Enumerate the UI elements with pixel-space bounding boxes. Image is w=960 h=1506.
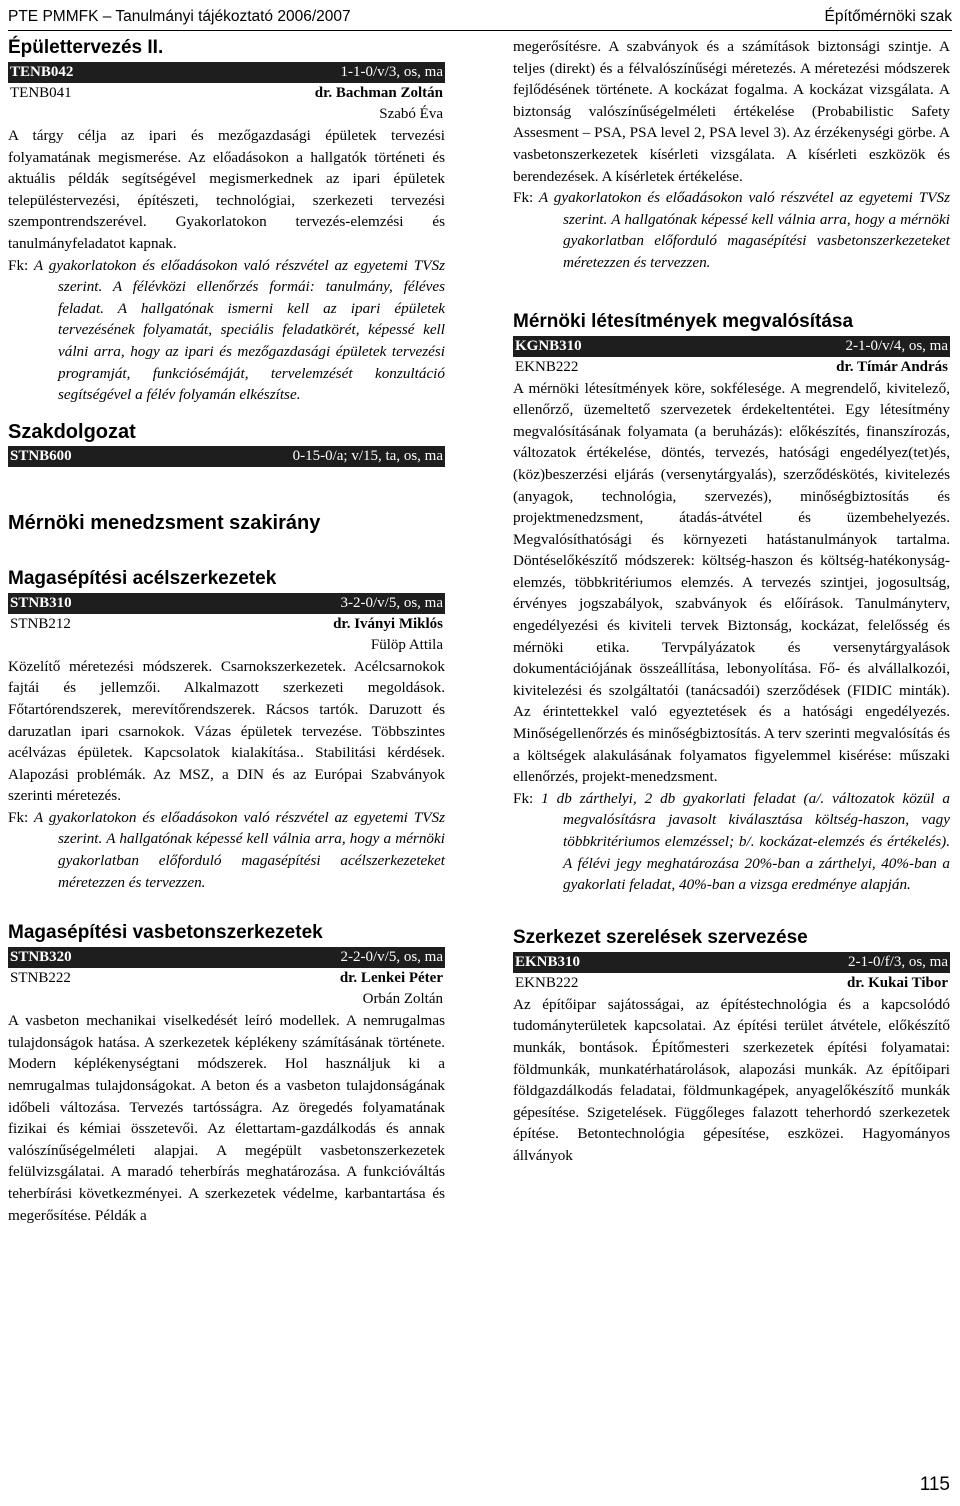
course-prereq: STNB222 [10,970,71,987]
course-szerelesek [513,926,950,1167]
course-title: Szakdolgozat [8,420,136,443]
course-prereq: STNB212 [10,615,71,632]
course-credits: 2-1-0/v/4, os, ma [845,337,948,354]
course-title: Szerkezet szerelések szervezése [513,926,808,948]
course-description: A mérnöki létesítmények köre, sokfélesége. A megrendelő, kivitelező, ellenőrző, üzemeltető szervezetek érdekeltentétei. Egy létesítmény megvalósításának folyamata (a beruházás): előkészítés, finanszírozás, változatok értékelése, döntés, tervezés, hatósági engedélyez(tet)és, (köz)beszerzési eljárás (versenytárgyalás), szerződéskötés, kivitelezés (anyagok, technológia, szervezés), minőségbiztosítás és projektmenedzsment, átadás-átvétel és üzembehelyezés. Megvalósíthatósági és környezeti hatástanulmányok tartalma. Döntéselőkészítő módszerek: költség-haszon és költség-hatékonyság-elemzés, többkritériumos elemzés. A tervezés szintjei, jogosultság, érvényes jogszabályok, szabványok és előírások. Tanulmányterv, engedélyezési és kiviteli tervek Biztonság, kockázat, felelősség és mérnöki etika. Tervpályázatok és versenytárgyalások dokumentációjának összeállítása, lebonyolítása. Fő- és alvállalkozói, kivitelezési és szolgáltatói (tanácsadói) szerződések (FIDIC minták). Az érintettekkel való egyeztetések és a hatósági engedélyezés. Minőségellenőrzés és minőségbiztosítás. A terv szerinti megvalósítás és a költségek alakulásának folyamatos figyelemmel kisérése: műszaki ellenőrzés, projekt-menedzsment. [513,379,950,786]
course-credits: 2-2-0/v/5, os, ma [340,949,443,966]
course-code-bar [8,62,445,83]
course-code: STNB320 [10,949,72,966]
fk-label: Fk: [513,789,534,807]
course-code-bar [513,952,950,973]
page-number: 115 [919,1474,950,1495]
course-code-bar [8,593,445,614]
course-description: Az építőipar sajátosságai, az építéstechnológia és a kapcsolódó tudományterületek kapcsolatai. Az építési terület átvétele, előkészítő munkák, bontások. Építőmesteri szerkezetek építési folyamatai: földmunkák, munkatérhatárolások, alapozási munkák. Az építőipari földgazdálkodás feladatai, földmunkagépek, anyagelőkészítő munkák gépesítése. Szigetelések. Függőleges falazott teherhordó szerkezetek építése. Betontechnológia gépesítése, eszközei. Hagyományos állványok [513,995,950,1164]
fk-label: Fk: [513,189,534,207]
fk-text: A gyakorlatokon és előadásokon való részvétel az egyetemi TVSz szerint. A hallgatónak képessé kell válnia arra, hogy a mérnöki gyakorlatban előforduló magasépítési vasbetonszerkezeteket méretezzen és tervezzen. [538,189,950,271]
header-department: Építőmérnöki szak [824,8,952,25]
left-column [8,36,445,1226]
course-code-bar [513,336,950,357]
course-teacher: dr. Lenkei Péter [339,970,443,987]
course-code: EKNB310 [515,953,581,970]
course-prereq-row [8,614,445,635]
course-title: Épülettervezés II. [8,37,164,58]
page-header [8,4,952,31]
course-teacher: dr. Kukai Tibor [846,974,948,991]
course-credits: 0-15-0/a; v/15, ta, os, ma [292,447,443,464]
course-code-bar [8,446,445,467]
course-letesitmenyek [513,310,950,896]
course-requirements [513,788,950,896]
course-code: KGNB310 [515,337,582,354]
course-teacher-2: Orbán Zoltán [362,991,443,1008]
specialization-title: Mérnöki menedzsment szakirány [8,511,321,534]
course-description: A vasbeton mechanikai viselkedését leíró modellek. A nemrugalmas tulajdonságok hatása. A szerkezetek képlékeny számításának története. Modern képlékenységtani módszerek. Hol használjuk ki a nemrugalmas tulajdonságokat. A beton és a vasbeton tulajdonságának időbeli változása. Tervezés tartósságra. Az öregedés folyamatának fizikai és kémiai összetevői. Az élettartam-gazdálkodás és annak valószínűségelméleti alapjai. A megépült vasbetonszerkezetek felülvizsgálatai. A maradó teherbírás meghatározása. A funkcióváltás teherbírási következményei. A szerkezetek védelme, karbantartása és megerősítése. Példák a [8,1012,445,1224]
fk-text: A gyakorlatokon és előadásokon való részvétel az egyetemi TVSz szerint. A hallgatónak képessé kell válnia arra, hogy a mérnöki gyakorlatban előforduló magasépítési acélszerkezeteket méretezzen és tervezzen. [33,808,445,891]
course-acelszerkezetek [8,567,445,894]
course-teacher-2: Szabó Éva [379,106,443,122]
course-teacher: dr. Bachman Zoltán [314,85,443,101]
course-requirements [8,807,445,893]
course-title: Magasépítési vasbetonszerkezetek [8,922,323,944]
course-prereq: TENB041 [10,85,72,101]
course-prereq-row [513,973,950,994]
fk-label: Fk: [8,256,29,274]
course-description: A tárgy célja az ipari és mezőgazdasági épületek tervezési folyamatának megismerése. Az előadásokon a hallgatók történeti és aktuális példák segítségével megismerkednek az ipari épületek településtervezési, építészeti, technológiai, szerkezeti tervezési szempontrendszerével. Gyakorlatokon tervezés-elemzési és tanulmányfeladatot kapnak. [8,127,445,252]
course-code-bar [8,947,445,968]
course-title: Magasépítési acélszerkezetek [8,567,277,589]
course-teacher-2: Fülöp Attila [370,636,443,653]
course-teacher: dr. Iványi Miklós [333,615,443,632]
course-code: STNB600 [10,447,72,464]
course-prereq-row [513,357,950,378]
header-title: PTE PMMFK – Tanulmányi tájékoztató 2006/2007 [8,8,351,25]
course-credits: 2-1-0/f/3, os, ma [848,953,948,970]
course-szakdolgozat [8,420,445,467]
fk-label: Fk: [8,808,29,826]
course-code: TENB042 [10,64,74,80]
course-epulettervezes [8,36,445,406]
course-prereq-row [8,83,445,104]
course-credits: 1-1-0/v/3, os, ma [340,64,443,80]
course-prereq: EKNB222 [515,358,579,375]
course-prereq-row [8,968,445,989]
course-code: STNB310 [10,594,72,611]
right-column [513,36,950,1167]
course-requirements [8,255,445,406]
course-prereq: EKNB222 [515,974,579,991]
course-teacher: dr. Tímár András [836,358,948,375]
course-credits: 3-2-0/v/5, os, ma [340,594,443,611]
fk-text: A gyakorlatokon és előadásokon való részvétel az egyetemi TVSz szerint. A félévközi ellenőrzés formái: tanulmány, féléves feladat. A hallgatónak ismerni kell az ipari épületek tervezésének folyamatát, speciális feladatkörét, képessé kell válni arra, hogy az ipari és mezőgazdasági épületek tervezési programját, funkciósémáját, tervelemzését konzultáció segítségével a félév folyamán elkészítse. [33,256,445,404]
course-vasbetonszerkezetek [8,921,445,1226]
continued-requirements [513,187,950,273]
fk-text: 1 db zárthelyi, 2 db gyakorlati feladat (a/. változatok közül a megvalósításra javasolt kiválasztása költség-haszon, vagy többkritériumos elemzéssel; b/. kockázat-elemzés és értékelés). A félévi jegy meghatározása 20%-ban a zárthelyi, 40%-ban a gyakorlati feladat, 40%-ban a vizsga eredménye alapján. [541,789,950,894]
continued-description: megerősítésre. A szabványok és a számítások biztonsági szintje. A teljes (direkt) és a félvalószínűségi méretezés. A méretezési módszerek fejlődésének története. A kockázat fogalma. A kockázat vizsgálata. A biztonság valószínűségelméleti értékelése (Probabilistic Safety Assesment – PSA, PSA level 2, PSA level 3). Az érzékenységi görbe. A vasbetonszerkezetek kísérleti vizsgálata. A kísérleti eszközök és berendezések. A kísérletek értékelése. [513,38,950,185]
course-description: Közelítő méretezési módszerek. Csarnokszerkezetek. Acélcsarnokok fajtái és jellemzői. Alkalmazott szerkezeti megoldások. Főtartórendszerek, merevítőrendszerek. Rácsos tartók. Daruzott és daruzatlan ipari csarnokok. Vázas épületek tervezése. Többszintes acélvázas épületek. Kapcsolatok kialakítása.. Stabilitási kérdések. Alapozási problémák. Az MSZ, a DIN és az Európai Szabványok szerinti méretezés. [8,657,445,805]
course-title: Mérnöki létesítmények megvalósítása [513,310,854,332]
